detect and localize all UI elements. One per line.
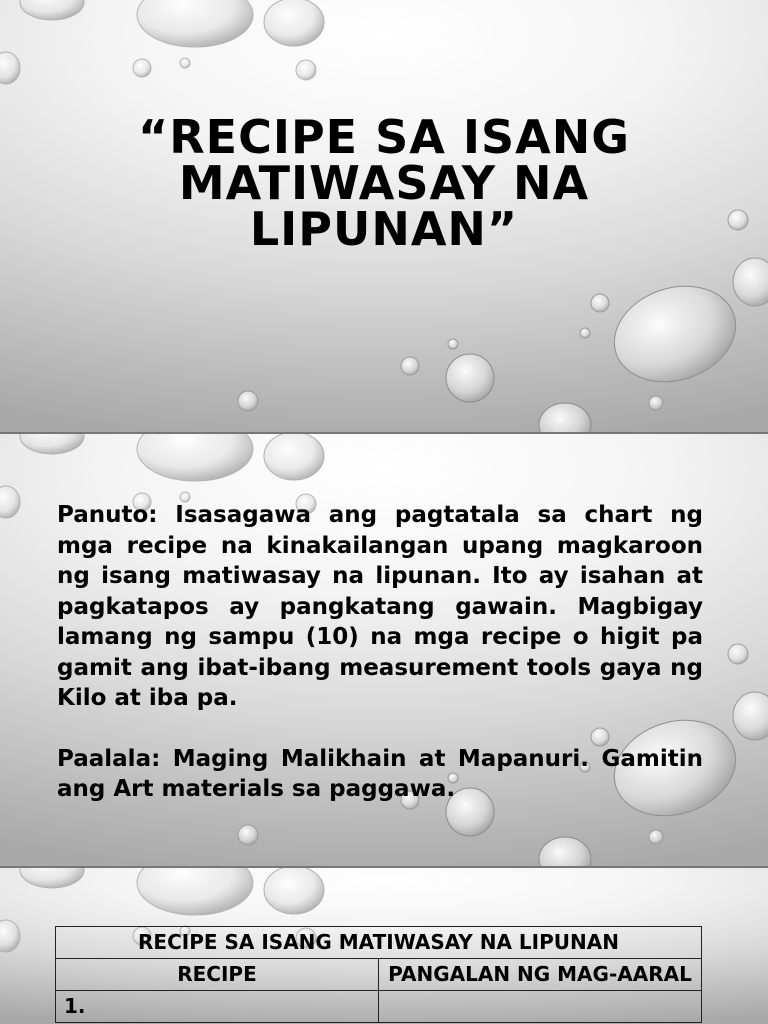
- panuto-paragraph: Panuto: Isasagawa ang pagtatala sa chart ng mga recipe na kinakailangan upang magkaroon ng isang matiwasay na lipunan. Ito ay isahan at pagkatapos ay pangkatang gawain. Magbigay lamang ng sampu (10) na mga recipe o higit pa gamit ang ibat-ibang measurement tools gaya ng Kilo at iba pa.: [57, 502, 703, 711]
- slide-instructions: [0, 434, 768, 866]
- recipe-table: [55, 926, 702, 1023]
- paalala-paragraph: Paalala: Maging Malikhain at Mapanuri. Gamitin ang Art materials sa paggawa.: [57, 745, 703, 802]
- table-row: [56, 991, 702, 1023]
- table-title: RECIPE SA ISANG MATIWASAY NA LIPUNAN: [56, 927, 702, 959]
- slide-recipe-table: [0, 868, 768, 1024]
- slide-title: [0, 0, 768, 432]
- table-cell: [379, 991, 702, 1023]
- instructions-body: [57, 500, 703, 805]
- row-marker: 1.: [56, 991, 379, 1023]
- slide-title-text: “RECIPE SA ISANG MATIWASAY NA LIPUNAN”: [138, 110, 630, 256]
- column-header-pangalan: PANGALAN NG MAG-AARAL: [379, 959, 702, 991]
- column-header-recipe: RECIPE: [56, 959, 379, 991]
